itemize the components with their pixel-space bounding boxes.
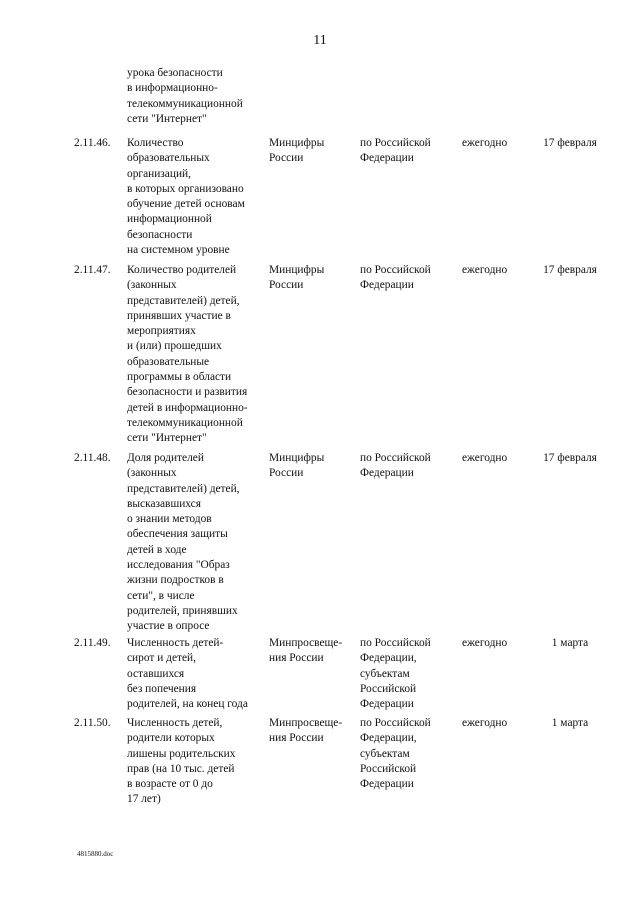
- aggregation-level: по Российской Федерации, субъектам Российской Федерации: [360, 637, 431, 711]
- indicator-name: Численность детей- сирот и детей, оставшихся без попечения родителей, на конец года: [127, 637, 248, 711]
- responsible-agency: Минцифры России: [269, 452, 325, 480]
- table-row-continuation: [74, 66, 614, 136]
- indicator-name: Количество родителей (законных представителей) детей, принявших участие в мероприятиях и (или) прошедших образовательные программы в области безопасности и развития детей в информационно- телекоммуникационной сети "Интернет": [127, 264, 248, 445]
- periodicity: ежегодно: [462, 452, 508, 464]
- periodicity: ежегодно: [462, 137, 508, 149]
- responsible-agency: Минцифры России: [269, 264, 325, 292]
- aggregation-level: по Российской Федерации: [360, 137, 431, 165]
- table-row-2-11-46: [74, 136, 614, 263]
- aggregation-level: по Российской Федерации: [360, 452, 431, 480]
- deadline-date: 1 марта: [551, 717, 589, 729]
- deadline-date: 17 февраля: [543, 264, 597, 276]
- responsible-agency: Минцифры России: [269, 137, 325, 165]
- periodicity: ежегодно: [462, 637, 508, 649]
- row-number: 2.11.50.: [74, 717, 111, 729]
- periodicity: ежегодно: [462, 717, 508, 729]
- responsible-agency: Минпросвеще- ния России: [269, 637, 343, 665]
- table-row-2-11-50: [74, 716, 614, 811]
- row-number: 2.11.49.: [74, 637, 111, 649]
- indicator-table: [74, 66, 614, 811]
- aggregation-level: по Российской Федерации, субъектам Российской Федерации: [360, 717, 431, 791]
- indicator-name: Количество образовательных организаций, в которых организовано обучение детей основам информационной безопасности на системном уровне: [127, 137, 245, 257]
- deadline-date: 1 марта: [551, 637, 589, 649]
- indicator-name: Доля родителей (законных представителей) детей, высказавшихся о знании методов обеспечения защиты детей в ходе исследования "Образ жизни подростков в сети", в числе родителей, принявших участие в опросе: [127, 452, 240, 633]
- indicator-name: урока безопасности в информационно- телекоммуникационной сети "Интернет": [127, 67, 243, 125]
- row-number: 2.11.46.: [74, 137, 111, 149]
- deadline-date: 17 февраля: [543, 137, 597, 149]
- table-row-2-11-47: [74, 263, 614, 451]
- periodicity: ежегодно: [462, 264, 508, 276]
- page-number: 11: [313, 33, 327, 48]
- indicator-name: Численность детей, родители которых лишены родительских прав (на 10 тыс. детей в возрасте от 0 до 17 лет): [127, 717, 236, 806]
- table-row-2-11-48: [74, 451, 614, 636]
- table-row-2-11-49: [74, 636, 614, 716]
- aggregation-level: по Российской Федерации: [360, 264, 431, 292]
- row-number: 2.11.48.: [74, 452, 111, 464]
- row-number: 2.11.47.: [74, 264, 111, 276]
- document-filename: 4815880.doc: [77, 850, 114, 858]
- responsible-agency: Минпросвеще- ния России: [269, 717, 343, 745]
- deadline-date: 17 февраля: [543, 452, 597, 464]
